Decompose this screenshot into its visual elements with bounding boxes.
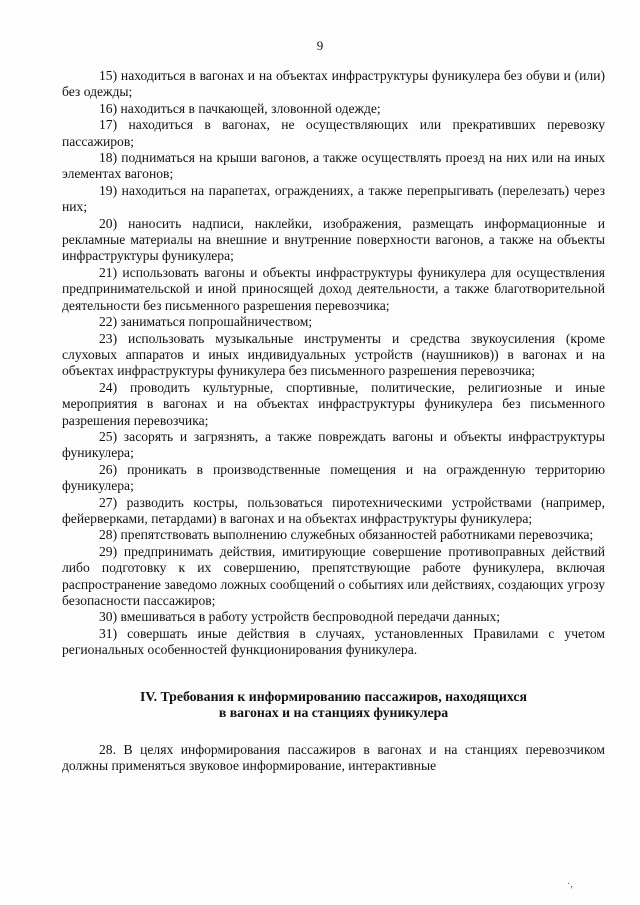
list-item-16: 16) находиться в пачкающей, зловонной одежде;	[99, 100, 381, 116]
list-item-27: 27) разводить костры, пользоваться пиротехническими устройствами (например, фейерверками, петардами) в вагонах и на объектах инфраструктуры фуникулера;	[62, 494, 605, 526]
list-item-21: 21) использовать вагоны и объекты инфраструктуры фуникулера для осуществления предпринимательской и иной приносящей доход деятельности, а также благотворительной деятельности без письменного разрешения перевозчика;	[62, 264, 605, 313]
list-item-22: 22) заниматься попрошайничеством;	[99, 314, 313, 330]
scan-mark: ·,	[567, 879, 573, 890]
section-heading-line-2: в вагонах и на станциях фуникулера	[218, 705, 449, 721]
list-item-28: 28) препятствовать выполнению служебных обязанностей работниками перевозчика;	[99, 527, 594, 543]
document-body	[62, 68, 605, 775]
list-item-30: 30) вмешиваться в работу устройств беспроводной передачи данных;	[99, 609, 501, 625]
list-item-25: 25) засорять и загрязнять, а также повреждать вагоны и объекты инфраструктуры фуникулера;	[62, 428, 605, 461]
list-item-29: 29) предпринимать действия, имитирующие совершение противоправных действий либо подготовку к их совершению, препятствующие работе фуникулера, включая распространение заведомо ложных сообщений о событиях или действиях, создающих угрозу безопасности пассажиров;	[62, 543, 605, 608]
list-item-18: 18) подниматься на крыши вагонов, а также осуществлять проезд на них или на иных элементах вагонов;	[62, 150, 605, 182]
list-item-20: 20) наносить надписи, наклейки, изображения, размещать информационные и рекламные материалы на внешние и внутренние поверхности вагонов, а также на объекты инфраструктуры фуникулера;	[62, 215, 605, 264]
list-item-26: 26) проникать в производственные помещения и на огражденную территорию фуникулера;	[62, 461, 605, 494]
list-item-17: 17) находиться в вагонах, не осуществляющих или прекративших перевозку пассажиров;	[62, 117, 605, 149]
list-item-19: 19) находиться на парапетах, ограждениях, а также перепрыгивать (перелезать) через них;	[62, 182, 605, 215]
section-heading-line-1: IV. Требования к информированию пассажиров, находящихся	[140, 688, 527, 704]
section-paragraph: 28. В целях информирования пассажиров в вагонах и на станциях перевозчиком должны применяться звуковое информирование, интерактивные	[62, 741, 605, 774]
list-item-15: 15) находиться в вагонах и на объектах инфраструктуры фуникулера без обуви и (или) без одежды;	[62, 68, 605, 100]
list-item-23: 23) использовать музыкальные инструменты и средства звукоусиления (кроме слуховых аппаратов и иных индивидуальных устройств (наушников)) в вагонах и на объектах инфраструктуры фуникулера без письменного разрешения перевозчика;	[62, 330, 605, 379]
section-heading	[62, 689, 605, 722]
page-number: 9	[316, 38, 324, 53]
list-item-24: 24) проводить культурные, спортивные, политические, религиозные и иные мероприятия в вагонах и на объектах инфраструктуры фуникулера без письменного разрешения перевозчика;	[62, 379, 605, 428]
list-item-31: 31) совершать иные действия в случаях, установленных Правилами с учетом региональных особенностей функционирования фуникулера.	[62, 625, 605, 658]
